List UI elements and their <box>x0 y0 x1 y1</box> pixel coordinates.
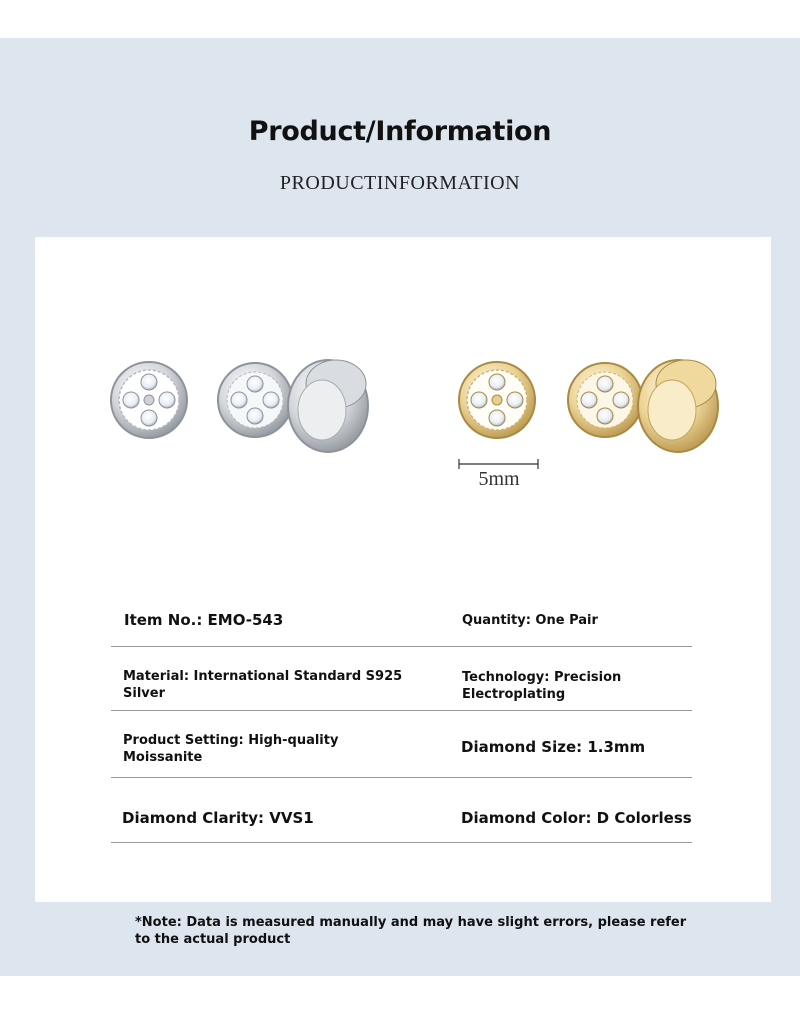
row-divider <box>111 842 692 843</box>
spec-clarity: Diamond Clarity: VVS1 <box>122 809 314 827</box>
spec-diamond-size: Diamond Size: 1.3mm <box>461 738 646 756</box>
page-title: Product/Information <box>248 116 552 147</box>
spec-setting: Product Setting: High-quality Moissanite <box>123 733 339 765</box>
disclaimer-note: *Note: Data is measured manually and may have slight errors, please refer to the actual product <box>135 915 687 947</box>
row-divider <box>111 777 692 778</box>
row-divider <box>111 646 692 647</box>
spec-item-no: Item No.: EMO-543 <box>124 611 284 629</box>
page-subtitle: PRODUCTINFORMATION <box>279 172 521 194</box>
dimension-label: 5mm <box>478 468 520 490</box>
earrings-image <box>100 350 740 500</box>
spec-color: Diamond Color: D Colorless <box>461 809 692 827</box>
spec-quantity: Quantity: One Pair <box>462 613 598 628</box>
spec-technology: Technology: Precision Electroplating <box>462 670 622 702</box>
info-card <box>35 237 771 902</box>
silver-stud-earrings-image <box>111 360 368 452</box>
row-divider <box>111 710 692 711</box>
spec-material: Material: International Standard S925 Silver <box>123 669 403 701</box>
gold-stud-earrings-image <box>459 360 718 452</box>
